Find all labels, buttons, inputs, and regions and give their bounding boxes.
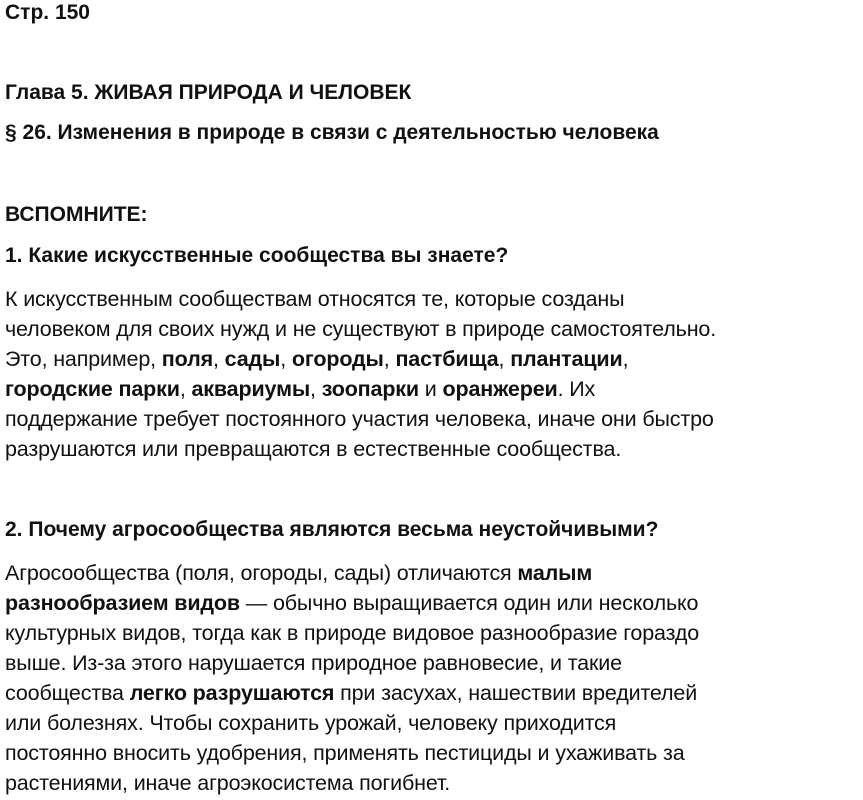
- answer-line: [5, 738, 863, 768]
- answer-text: разрушаются или превращаются в естественные сообщества.: [5, 437, 622, 461]
- answer-text: . Их: [557, 377, 596, 401]
- answer-line: [5, 768, 863, 798]
- answer-line: [5, 648, 863, 678]
- answer-text: ,: [179, 377, 192, 401]
- answer-2: [5, 558, 863, 798]
- answer-text: сообщества: [5, 681, 130, 705]
- question-1: 1. Какие искусственные сообщества вы знаете?: [5, 244, 509, 267]
- bold-term: легко разрушаются: [129, 681, 335, 705]
- answer-line: [5, 708, 863, 738]
- remember-heading: ВСПОМНИТЕ:: [5, 203, 148, 226]
- bold-term: малым: [517, 561, 593, 585]
- answer-line: [5, 618, 863, 648]
- answer-text: ,: [383, 347, 396, 371]
- answer-text: ,: [498, 347, 511, 371]
- answer-text: ,: [622, 347, 629, 371]
- answer-text: культурных видов, тогда как в природе видовое разнообразие гораздо: [5, 621, 700, 645]
- answer-line: [5, 558, 863, 588]
- answer-text: человеком для своих нужд и не существуют в природе самостоятельно.: [5, 317, 717, 341]
- answer-line: [5, 344, 863, 374]
- question-2: 2. Почему агросообщества являются весьма неустойчивыми?: [5, 518, 659, 541]
- section-title: § 26. Изменения в природе в связи с деятельностью человека: [5, 121, 659, 144]
- answer-1: [5, 284, 863, 464]
- answer-text: Это, например,: [5, 347, 162, 371]
- answer-line: [5, 374, 863, 404]
- bold-term: разнообразием видов: [5, 591, 240, 615]
- answer-text: постоянно вносить удобрения, применять пестициды и ухаживать за: [5, 741, 685, 765]
- answer-line: [5, 678, 863, 708]
- answer-text: Агросообщества (поля, огороды, сады) отличаются: [5, 561, 518, 585]
- bold-term: пастбища: [395, 347, 499, 371]
- answer-text: ,: [280, 347, 292, 371]
- answer-line: [5, 314, 863, 344]
- answer-text: К искусственным сообществам относятся те, которые созданы: [5, 287, 625, 311]
- answer-text: поддержание требует постоянного участия человека, иначе они быстро: [5, 407, 714, 431]
- answer-text: и: [418, 377, 443, 401]
- answer-text: при засухах, нашествии вредителей: [334, 681, 698, 705]
- bold-term: аквариумы: [191, 377, 311, 401]
- bold-term: плантации: [510, 347, 623, 371]
- answer-line: [5, 284, 863, 314]
- answer-line: [5, 404, 863, 434]
- chapter-title: Глава 5. ЖИВАЯ ПРИРОДА И ЧЕЛОВЕК: [5, 81, 412, 104]
- answer-text: ,: [310, 377, 322, 401]
- bold-term: огороды: [291, 347, 384, 371]
- page-number-label: Стр. 150: [5, 1, 90, 24]
- answer-line: [5, 588, 863, 618]
- answer-text: выше. Из-за этого нарушается природное равновесие, и такие: [5, 651, 622, 675]
- answer-text: — обычно выращивается один или несколько: [239, 591, 699, 615]
- answer-text: ,: [212, 347, 225, 371]
- bold-term: поля: [161, 347, 213, 371]
- answer-text: или болезнях. Чтобы сохранить урожай, человеку приходится: [5, 711, 617, 735]
- answer-line: [5, 434, 863, 464]
- answer-text: растениями, иначе агроэкосистема погибнет.: [5, 771, 451, 795]
- bold-term: зоопарки: [321, 377, 419, 401]
- bold-term: городские парки: [5, 377, 180, 401]
- bold-term: сады: [224, 347, 281, 371]
- bold-term: оранжереи: [442, 377, 558, 401]
